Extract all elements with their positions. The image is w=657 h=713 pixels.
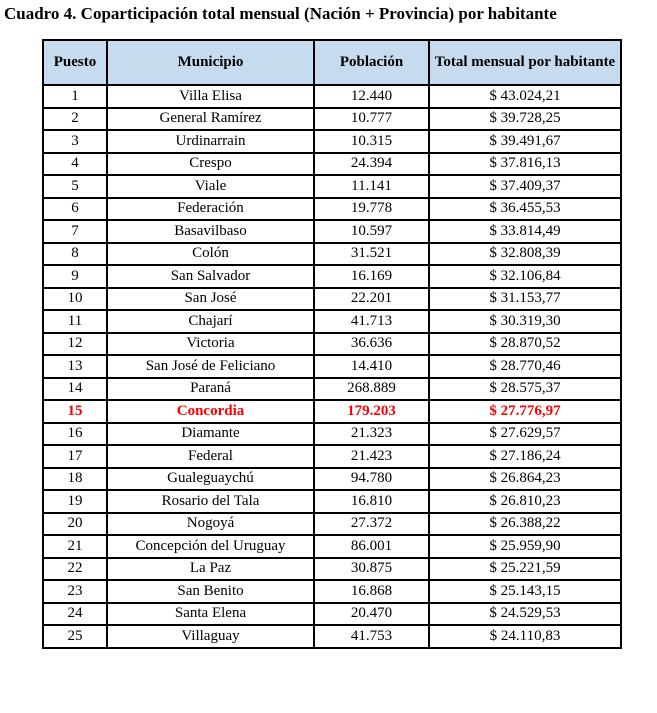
cell-total: $ 32.106,84 xyxy=(429,265,621,288)
cell-municipio: General Ramírez xyxy=(107,108,314,131)
cell-poblacion: 16.868 xyxy=(314,580,429,603)
cell-total: $ 25.221,59 xyxy=(429,558,621,581)
cell-puesto: 2 xyxy=(43,108,107,131)
cell-total: $ 25.959,90 xyxy=(429,535,621,558)
cell-puesto: 3 xyxy=(43,130,107,153)
table-row xyxy=(43,355,621,378)
cell-poblacion: 86.001 xyxy=(314,535,429,558)
cell-poblacion: 16.810 xyxy=(314,490,429,513)
cell-poblacion: 20.470 xyxy=(314,603,429,626)
cell-municipio: Crespo xyxy=(107,153,314,176)
cell-total: $ 32.808,39 xyxy=(429,243,621,266)
cell-puesto: 23 xyxy=(43,580,107,603)
table-row xyxy=(43,423,621,446)
cell-municipio: Concepción del Uruguay xyxy=(107,535,314,558)
cell-total: $ 24.110,83 xyxy=(429,625,621,648)
cell-puesto: 20 xyxy=(43,513,107,536)
cell-municipio: Villa Elisa xyxy=(107,85,314,108)
table-row xyxy=(43,130,621,153)
cell-puesto: 9 xyxy=(43,265,107,288)
cell-poblacion: 268.889 xyxy=(314,378,429,401)
cell-municipio: Victoria xyxy=(107,333,314,356)
cell-total: $ 26.810,23 xyxy=(429,490,621,513)
table-row xyxy=(43,265,621,288)
cell-puesto: 21 xyxy=(43,535,107,558)
cell-municipio: San Salvador xyxy=(107,265,314,288)
table-row xyxy=(43,580,621,603)
cell-poblacion: 179.203 xyxy=(314,400,429,423)
cell-poblacion: 41.753 xyxy=(314,625,429,648)
cell-poblacion: 21.323 xyxy=(314,423,429,446)
cell-puesto: 22 xyxy=(43,558,107,581)
cell-total: $ 33.814,49 xyxy=(429,220,621,243)
cell-puesto: 14 xyxy=(43,378,107,401)
cell-total: $ 25.143,15 xyxy=(429,580,621,603)
table-row xyxy=(43,445,621,468)
cell-total: $ 37.816,13 xyxy=(429,153,621,176)
cell-total: $ 28.870,52 xyxy=(429,333,621,356)
cell-poblacion: 31.521 xyxy=(314,243,429,266)
cell-poblacion: 19.778 xyxy=(314,198,429,221)
cell-total: $ 27.186,24 xyxy=(429,445,621,468)
cell-puesto: 19 xyxy=(43,490,107,513)
cell-poblacion: 11.141 xyxy=(314,175,429,198)
cell-total: $ 27.629,57 xyxy=(429,423,621,446)
table-row xyxy=(43,378,621,401)
table-row xyxy=(43,333,621,356)
table-row xyxy=(43,400,621,423)
cell-puesto: 8 xyxy=(43,243,107,266)
cell-puesto: 15 xyxy=(43,400,107,423)
table-row xyxy=(43,220,621,243)
table-row xyxy=(43,288,621,311)
cell-municipio: Concordia xyxy=(107,400,314,423)
cell-poblacion: 10.315 xyxy=(314,130,429,153)
cell-municipio: Rosario del Tala xyxy=(107,490,314,513)
cell-puesto: 7 xyxy=(43,220,107,243)
cell-puesto: 1 xyxy=(43,85,107,108)
table-row xyxy=(43,535,621,558)
cell-total: $ 39.728,25 xyxy=(429,108,621,131)
column-header-total: Total mensual por habitante xyxy=(429,40,621,85)
cell-puesto: 13 xyxy=(43,355,107,378)
column-header-poblacion: Población xyxy=(314,40,429,85)
cell-poblacion: 16.169 xyxy=(314,265,429,288)
cell-total: $ 28.575,37 xyxy=(429,378,621,401)
table-row xyxy=(43,490,621,513)
table-row xyxy=(43,243,621,266)
cell-poblacion: 24.394 xyxy=(314,153,429,176)
coparticipacion-table xyxy=(42,39,622,649)
cell-puesto: 5 xyxy=(43,175,107,198)
table-header xyxy=(43,40,621,85)
cell-municipio: San José de Feliciano xyxy=(107,355,314,378)
cell-poblacion: 41.713 xyxy=(314,310,429,333)
cell-puesto: 6 xyxy=(43,198,107,221)
cell-puesto: 16 xyxy=(43,423,107,446)
cell-municipio: San Benito xyxy=(107,580,314,603)
cell-total: $ 31.153,77 xyxy=(429,288,621,311)
cell-puesto: 25 xyxy=(43,625,107,648)
cell-municipio: Urdinarrain xyxy=(107,130,314,153)
cell-total: $ 43.024,21 xyxy=(429,85,621,108)
cell-total: $ 37.409,37 xyxy=(429,175,621,198)
cell-total: $ 24.529,53 xyxy=(429,603,621,626)
cell-poblacion: 30.875 xyxy=(314,558,429,581)
cell-municipio: Chajarí xyxy=(107,310,314,333)
cell-municipio: Paraná xyxy=(107,378,314,401)
table-body xyxy=(43,85,621,648)
cell-total: $ 30.319,30 xyxy=(429,310,621,333)
cell-puesto: 17 xyxy=(43,445,107,468)
cell-municipio: Colón xyxy=(107,243,314,266)
cell-poblacion: 36.636 xyxy=(314,333,429,356)
table-row xyxy=(43,108,621,131)
cell-puesto: 12 xyxy=(43,333,107,356)
cell-municipio: Villaguay xyxy=(107,625,314,648)
cell-total: $ 36.455,53 xyxy=(429,198,621,221)
column-header-municipio: Municipio xyxy=(107,40,314,85)
cell-puesto: 10 xyxy=(43,288,107,311)
cell-municipio: Federal xyxy=(107,445,314,468)
cell-poblacion: 94.780 xyxy=(314,468,429,491)
cell-poblacion: 21.423 xyxy=(314,445,429,468)
cell-municipio: Santa Elena xyxy=(107,603,314,626)
cell-total: $ 39.491,67 xyxy=(429,130,621,153)
header-row xyxy=(43,40,621,85)
cell-puesto: 11 xyxy=(43,310,107,333)
table-title: Cuadro 4. Coparticipación total mensual (Nación + Provincia) por habitante xyxy=(4,4,557,23)
cell-poblacion: 22.201 xyxy=(314,288,429,311)
cell-total: $ 26.388,22 xyxy=(429,513,621,536)
cell-municipio: La Paz xyxy=(107,558,314,581)
cell-poblacion: 10.597 xyxy=(314,220,429,243)
cell-total: $ 26.864,23 xyxy=(429,468,621,491)
cell-total: $ 28.770,46 xyxy=(429,355,621,378)
cell-municipio: Federación xyxy=(107,198,314,221)
cell-poblacion: 10.777 xyxy=(314,108,429,131)
table-row xyxy=(43,558,621,581)
column-header-puesto: Puesto xyxy=(43,40,107,85)
table-row xyxy=(43,310,621,333)
table-row xyxy=(43,513,621,536)
cell-poblacion: 14.410 xyxy=(314,355,429,378)
cell-poblacion: 27.372 xyxy=(314,513,429,536)
cell-puesto: 4 xyxy=(43,153,107,176)
table-row xyxy=(43,175,621,198)
cell-municipio: Gualeguaychú xyxy=(107,468,314,491)
table-row xyxy=(43,468,621,491)
table-row xyxy=(43,153,621,176)
cell-poblacion: 12.440 xyxy=(314,85,429,108)
cell-municipio: Viale xyxy=(107,175,314,198)
cell-municipio: Basavilbaso xyxy=(107,220,314,243)
cell-municipio: Diamante xyxy=(107,423,314,446)
cell-municipio: Nogoyá xyxy=(107,513,314,536)
cell-puesto: 24 xyxy=(43,603,107,626)
table-row xyxy=(43,603,621,626)
table-row xyxy=(43,625,621,648)
cell-puesto: 18 xyxy=(43,468,107,491)
cell-total: $ 27.776,97 xyxy=(429,400,621,423)
table-row xyxy=(43,198,621,221)
table-row xyxy=(43,85,621,108)
cell-municipio: San José xyxy=(107,288,314,311)
